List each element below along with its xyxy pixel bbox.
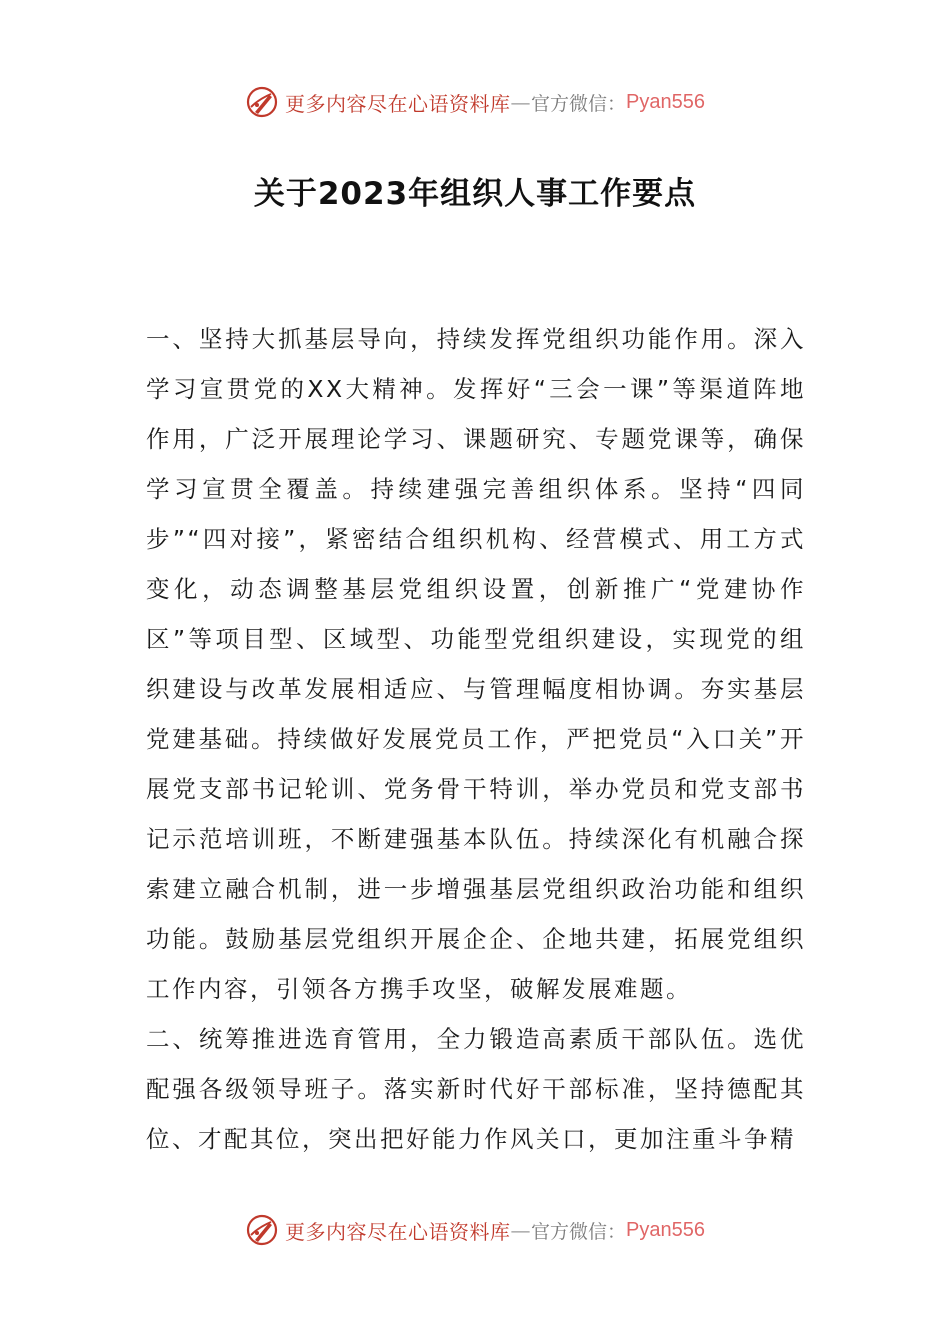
- document-title: 关于2023年组织人事工作要点: [253, 176, 697, 212]
- watermark-separator: —: [510, 90, 531, 114]
- watermark-header: [0, 82, 950, 122]
- watermark-separator: —: [510, 1218, 531, 1242]
- pen-circle-logo-icon: [245, 1213, 279, 1247]
- watermark-text: 更多内容尽在心语资料库: [285, 1219, 511, 1244]
- watermark-label: 官方微信：: [531, 92, 627, 115]
- watermark-footer: [0, 1210, 950, 1250]
- paragraph-2: 二、统筹推进选育管用，全力锻造高素质干部队伍。选优配强各级领导班子。落实新时代好干部标准，坚持德配其位、才配其位，突出把好能力作风关口，更加注重斗争精: [146, 1025, 806, 1153]
- watermark-text: 更多内容尽在心语资料库: [285, 91, 511, 116]
- watermark-label: 官方微信：: [531, 1220, 627, 1243]
- watermark-id: Pyan556: [626, 1218, 705, 1241]
- paragraph-1: 一、坚持大抓基层导向，持续发挥党组织功能作用。深入学习宣贯党的XX大精神。发挥好“三会一课”等渠道阵地作用，广泛开展理论学习、课题研究、专题党课等，确保学习宣贯全覆盖。持续建强完善组织体系。坚持“四同步”“四对接”，紧密结合组织机构、经营模式、用工方式变化，动态调整基层党组织设置，创新推广“党建协作区”等项目型、区域型、功能型党组织建设，实现党的组织建设与改革发展相适应、与管理幅度相协调。夯实基层党建基础。持续做好发展党员工作，严把党员“入口关”开展党支部书记轮训、党务骨干特训，举办党员和党支部书记示范培训班，不断建强基本队伍。持续深化有机融合探索建立融合机制，进一步增强基层党组织政治功能和组织功能。鼓励基层党组织开展企企、企地共建，拓展党组织工作内容，引领各方携手攻坚，破解发展难题。: [146, 325, 806, 1003]
- pen-circle-logo-icon: [245, 85, 279, 119]
- document-body: [146, 314, 806, 1164]
- watermark-id: Pyan556: [626, 90, 705, 113]
